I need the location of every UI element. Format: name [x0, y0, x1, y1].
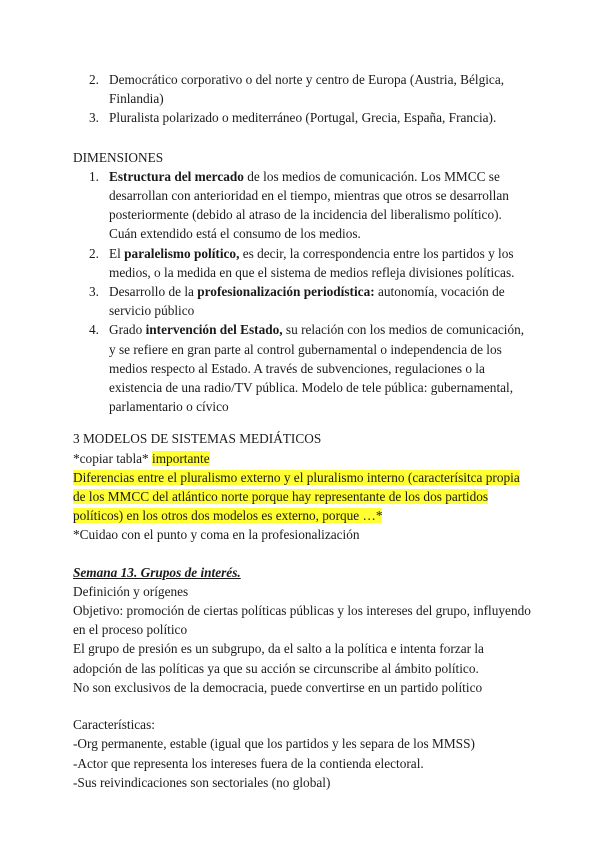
list-text: autonomía, vocación de servicio público [109, 284, 505, 319]
top-numbered-list [73, 70, 533, 128]
list-item [73, 108, 533, 127]
list-number: 3. [89, 284, 99, 300]
dimensiones-heading: DIMENSIONES [73, 149, 164, 165]
note-line: *Cuidao con el punto y coma en la profesionalización [73, 527, 360, 543]
list-number: 2. [89, 245, 99, 261]
copy-note-text: *copiar tabla* [73, 450, 153, 466]
list-text: Democrático corporativo o del norte y centro de Europa (Austria, Bélgica, Finlandia) [109, 72, 505, 107]
list-item [73, 70, 533, 108]
list-bold-term: paralelismo político, [124, 245, 240, 261]
dimensiones-list [73, 167, 533, 417]
list-text: su relación con los medios de comunicación, y se refiere en gran parte al control gubernamental o independencia de los medios respecto al Estado. A través de subvenciones, regulaciones o la existencia de una radio/TV pública. Modelo de tele pública: gubernamental, parlamentario o cívico [109, 322, 525, 415]
list-number: 1. [89, 168, 99, 184]
modelos-heading: 3 MODELOS DE SISTEMAS MEDIÁTICOS [73, 431, 322, 447]
list-text-pre: El [109, 245, 125, 261]
list-item [73, 244, 533, 282]
list-bold-term: profesionalización periodística: [197, 284, 375, 300]
list-item [73, 167, 533, 244]
list-text: Pluralista polarizado o mediterráneo (Portugal, Grecia, España, Francia). [109, 110, 497, 126]
list-number: 3. [89, 110, 99, 126]
highlight-text: Diferencias entre el pluralismo externo y el pluralismo interno (caracterísitca propia de los MMCC del atlántico norte porque hay representante de los dos partidos políticos) en los otros dos modelos es externo, porque …* [73, 469, 520, 524]
list-text-pre: Desarrollo de la [109, 284, 198, 300]
copy-table-note [73, 449, 533, 468]
list-text: es decir, la correspondencia entre los partidos y los medios, o la medida en que el sistema de medios refleja divisiones políticas. [109, 245, 515, 280]
dash-item: -Actor que representa los intereses fuera de la contienda electoral. [73, 755, 424, 771]
document-body [73, 70, 533, 792]
list-bold-term: Estructura del mercado [109, 168, 244, 184]
list-text: de los medios de comunicación. Los MMCC se desarrollan con anterioridad en el tiempo, mientras que otros se desarrollan posteriormente (debido al atraso de la incidencia del liberalismo político). Cuán extendido está el consumo de los medios. [109, 168, 509, 242]
list-number: 2. [89, 72, 99, 87]
list-text-pre: Grado [109, 322, 146, 338]
caracteristicas-heading: Características: [73, 717, 155, 733]
paragraph-line: Objetivo: promoción de ciertas políticas públicas y los intereses del grupo, influyendo en el proceso político [73, 603, 531, 638]
paragraph-line: El grupo de presión es un subgrupo, da el salto a la política e intenta forzar la adopción de las políticas ya que su acción se circunscribe al ámbito político. [73, 641, 484, 676]
paragraph-line: No son exclusivos de la democracia, puede convertirse en un partido político [73, 679, 483, 695]
list-bold-term: intervención del Estado, [145, 322, 283, 338]
list-item [73, 282, 533, 320]
important-highlight: importante [152, 450, 210, 466]
dash-item: -Org permanente, estable (igual que los partidos y les separa de los MMSS) [73, 736, 475, 752]
highlighted-paragraph [73, 468, 533, 526]
list-item [73, 320, 533, 416]
dash-item: -Sus reivindicaciones son sectoriales (no global) [73, 774, 331, 790]
paragraph-line: Definición y orígenes [73, 583, 189, 599]
list-number: 4. [89, 322, 99, 338]
section-title: Semana 13. Grupos de interés. [73, 564, 241, 580]
